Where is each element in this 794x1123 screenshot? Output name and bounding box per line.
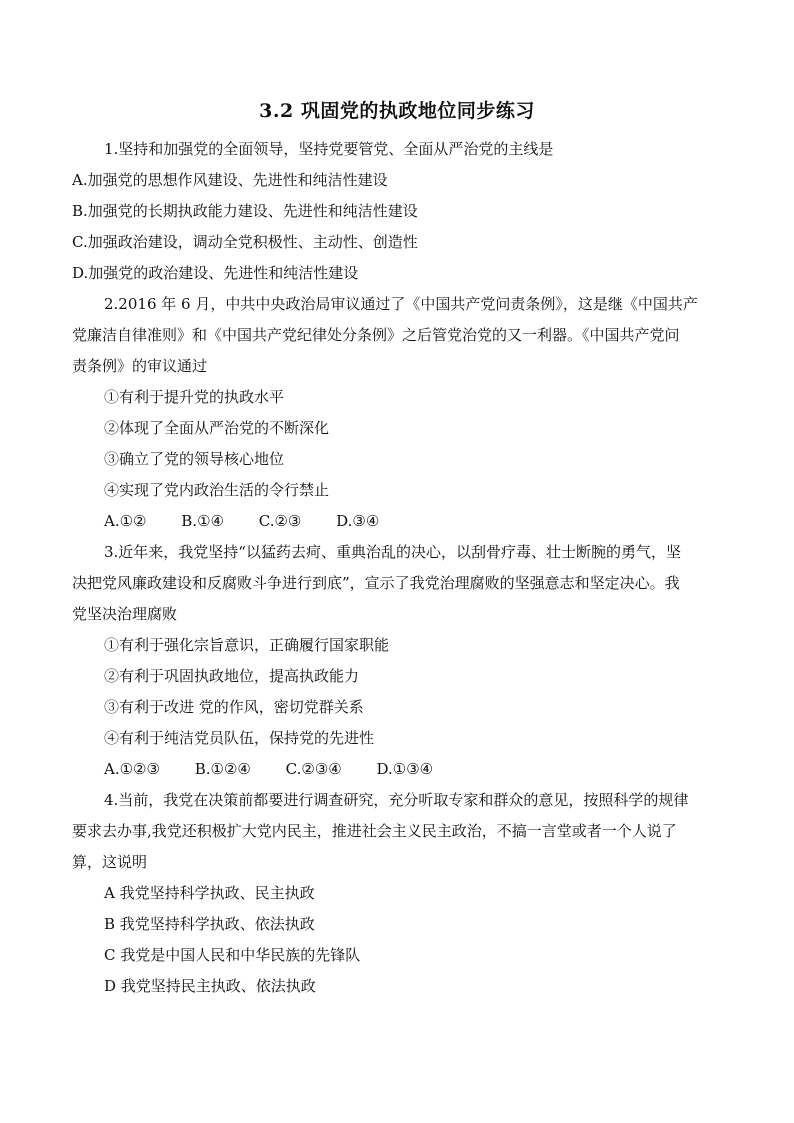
- question-3-choice-b: B.①②④: [194, 760, 251, 778]
- question-1-option-a: A.加强党的思想作风建设、先进性和纯洁性建设: [72, 171, 388, 189]
- question-2-stem-line: 2.2016 年 6 月，中共中央政治局审议通过了《中国共产党问责条例》，这是继《中国共产: [104, 295, 698, 313]
- question-2-choice-a: A.①②: [104, 512, 147, 530]
- question-4-option-a: A 我党坚持科学执政、民主执政: [104, 884, 315, 902]
- question-2-stem-line: 责条例》的审议通过: [72, 357, 208, 375]
- question-3-choice-a: A.①②③: [104, 760, 160, 778]
- question-3: [72, 537, 724, 785]
- question-4-stem-line: 要求去办事,我党还积极扩大党内民主，推进社会主义民主政治，不搞一言堂或者一个人说了: [72, 822, 677, 840]
- question-3-statement-3: ③有利于改进 党的作风，密切党群关系: [104, 698, 364, 716]
- question-3-stem-line: 决把党风廉政建设和反腐败斗争进行到底”，宣示了我党治理腐败的坚强意志和坚定决心。我: [72, 574, 680, 592]
- question-2-statement-1: ①有利于提升党的执政水平: [104, 388, 285, 406]
- question-2-choices: [72, 506, 724, 537]
- question-4-option-d: D 我党坚持民主执政、依法执政: [104, 977, 316, 995]
- question-3-statement-2: ②有利于巩固执政地位，提高执政能力: [104, 667, 360, 685]
- page-title: 3.2 巩固党的执政地位同步练习: [259, 100, 535, 122]
- question-2-choice-d: D.③④: [336, 512, 380, 530]
- question-3-statement-1: ①有利于强化宗旨意识，正确履行国家职能: [104, 636, 390, 654]
- question-3-choice-c: C.②③④: [285, 760, 342, 778]
- question-1-option-d: D.加强党的政治建设、先进性和纯洁性建设: [72, 264, 359, 282]
- question-1: [72, 134, 724, 289]
- question-3-choice-d: D.①③④: [376, 760, 434, 778]
- question-2-statement-3: ③确立了党的领导核心地位: [104, 450, 285, 468]
- question-4-option-c: C 我党是中国人民和中华民族的先锋队: [104, 946, 361, 964]
- question-2-statement-4: ④实现了党内政治生活的令行禁止: [104, 481, 330, 499]
- question-1-option-b: B.加强党的长期执政能力建设、先进性和纯洁性建设: [72, 202, 418, 220]
- question-2: [72, 289, 724, 537]
- question-3-stem-line: 3.近年来，我党坚持“以猛药去疴、重典治乱的决心，以刮骨疗毒、壮士断腕的勇气，坚: [104, 543, 681, 561]
- question-2-stem-line: 党廉洁自律准则》和《中国共产党纪律处分条例》之后管党治党的又一利器。《中国共产党问: [72, 326, 680, 344]
- question-3-choices: [72, 754, 724, 785]
- question-2-statement-2: ②体现了全面从严治党的不断深化: [104, 419, 330, 437]
- question-3-statement-4: ④有利于纯洁党员队伍，保持党的先进性: [104, 729, 375, 747]
- question-4-stem-line: 4.当前，我党在决策前都要进行调查研究，充分听取专家和群众的意见，按照科学的规律: [104, 791, 689, 809]
- question-2-choice-c: C.②③: [258, 512, 302, 530]
- question-2-choice-b: B.①④: [181, 512, 224, 530]
- exercise-content: [72, 134, 724, 1002]
- question-4-option-b: B 我党坚持科学执政、依法执政: [104, 915, 315, 933]
- question-3-stem-line: 党坚决治理腐败: [72, 605, 178, 623]
- question-1-stem: 1.坚持和加强党的全面领导，坚持党要管党、全面从严治党的主线是: [104, 140, 554, 158]
- question-4: [72, 785, 724, 1002]
- question-1-option-c: C.加强政治建设，调动全党积极性、主动性、创造性: [72, 233, 418, 251]
- question-4-stem-line: 算，这说明: [72, 853, 148, 871]
